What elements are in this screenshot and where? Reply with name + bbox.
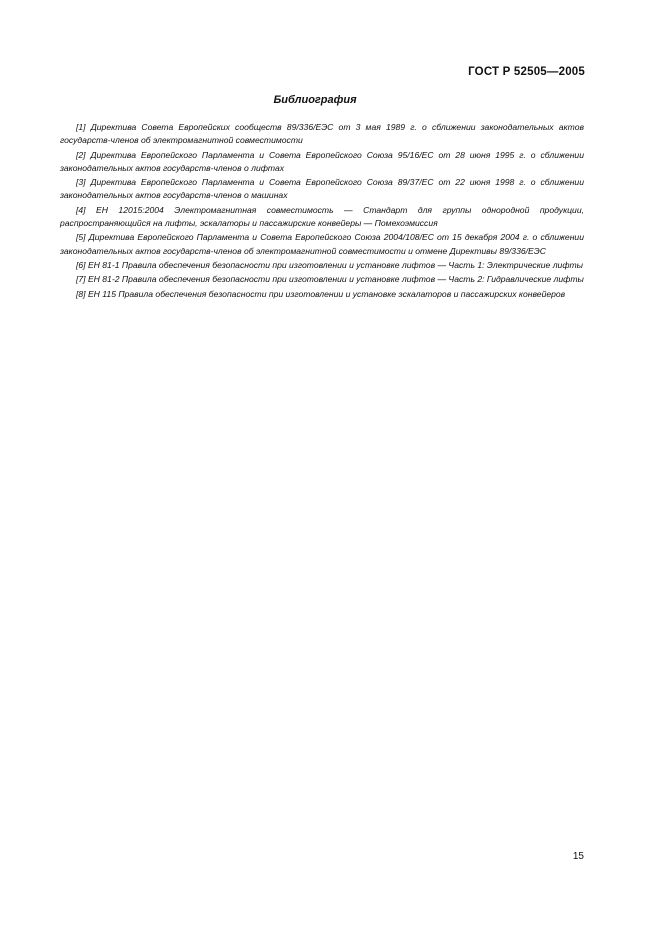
reference-item-6: [6] ЕН 81-1 Правила обеспечения безопасности при изготовлении и установке лифтов — Часть 1: Электрические лифты xyxy=(76,259,583,270)
reference-item-4: [4] ЕН 12015:2004 Электромагнитная совместимость — Стандарт для группы однородной продукции, распространяющийся на лифты, эскалаторы и пассажирские конвейеры — Помехоэмиссия xyxy=(60,204,584,228)
reference-item-5: [5] Директива Европейского Парламента и Совета Европейского Союза 2004/108/ЕС от 15 декабря 2004 г. о сближении законодательных актов государств-членов об электромагнитной совместимости и отмене Директивы 89/336/ЕЭС xyxy=(60,232,584,256)
reference-item-2: [2] Директива Европейского Парламента и Совета Европейского Союза 95/16/ЕС от 28 июня 1995 г. о сближении законодательных актов государств-членов о лифтах xyxy=(60,149,584,173)
reference-item-1: [1] Директива Совета Европейских сообществ 89/336/ЕЭС от 3 мая 1989 г. о сближении законодательных актов государств-членов об электромагнитной совместимости xyxy=(60,122,584,146)
reference-item-8: [8] ЕН 115 Правила обеспечения безопасности при изготовлении и установке эскалаторов и пассажирских конвейеров xyxy=(76,288,566,299)
bibliography-title: Библиография xyxy=(273,94,357,106)
bibliography-list xyxy=(60,121,584,302)
reference-item-7: [7] ЕН 81-2 Правила обеспечения безопасности при изготовлении и установке лифтов — Часть 2: Гидравлические лифты xyxy=(76,274,584,285)
document-code-header: ГОСТ Р 52505—2005 xyxy=(468,66,585,78)
page-number: 15 xyxy=(572,851,584,862)
reference-item-3: [3] Директива Европейского Парламента и Совета Европейского Союза 89/37/ЕС от 22 июня 1998 г. о сближении законодательных актов государств-членов о машинах xyxy=(60,177,584,201)
